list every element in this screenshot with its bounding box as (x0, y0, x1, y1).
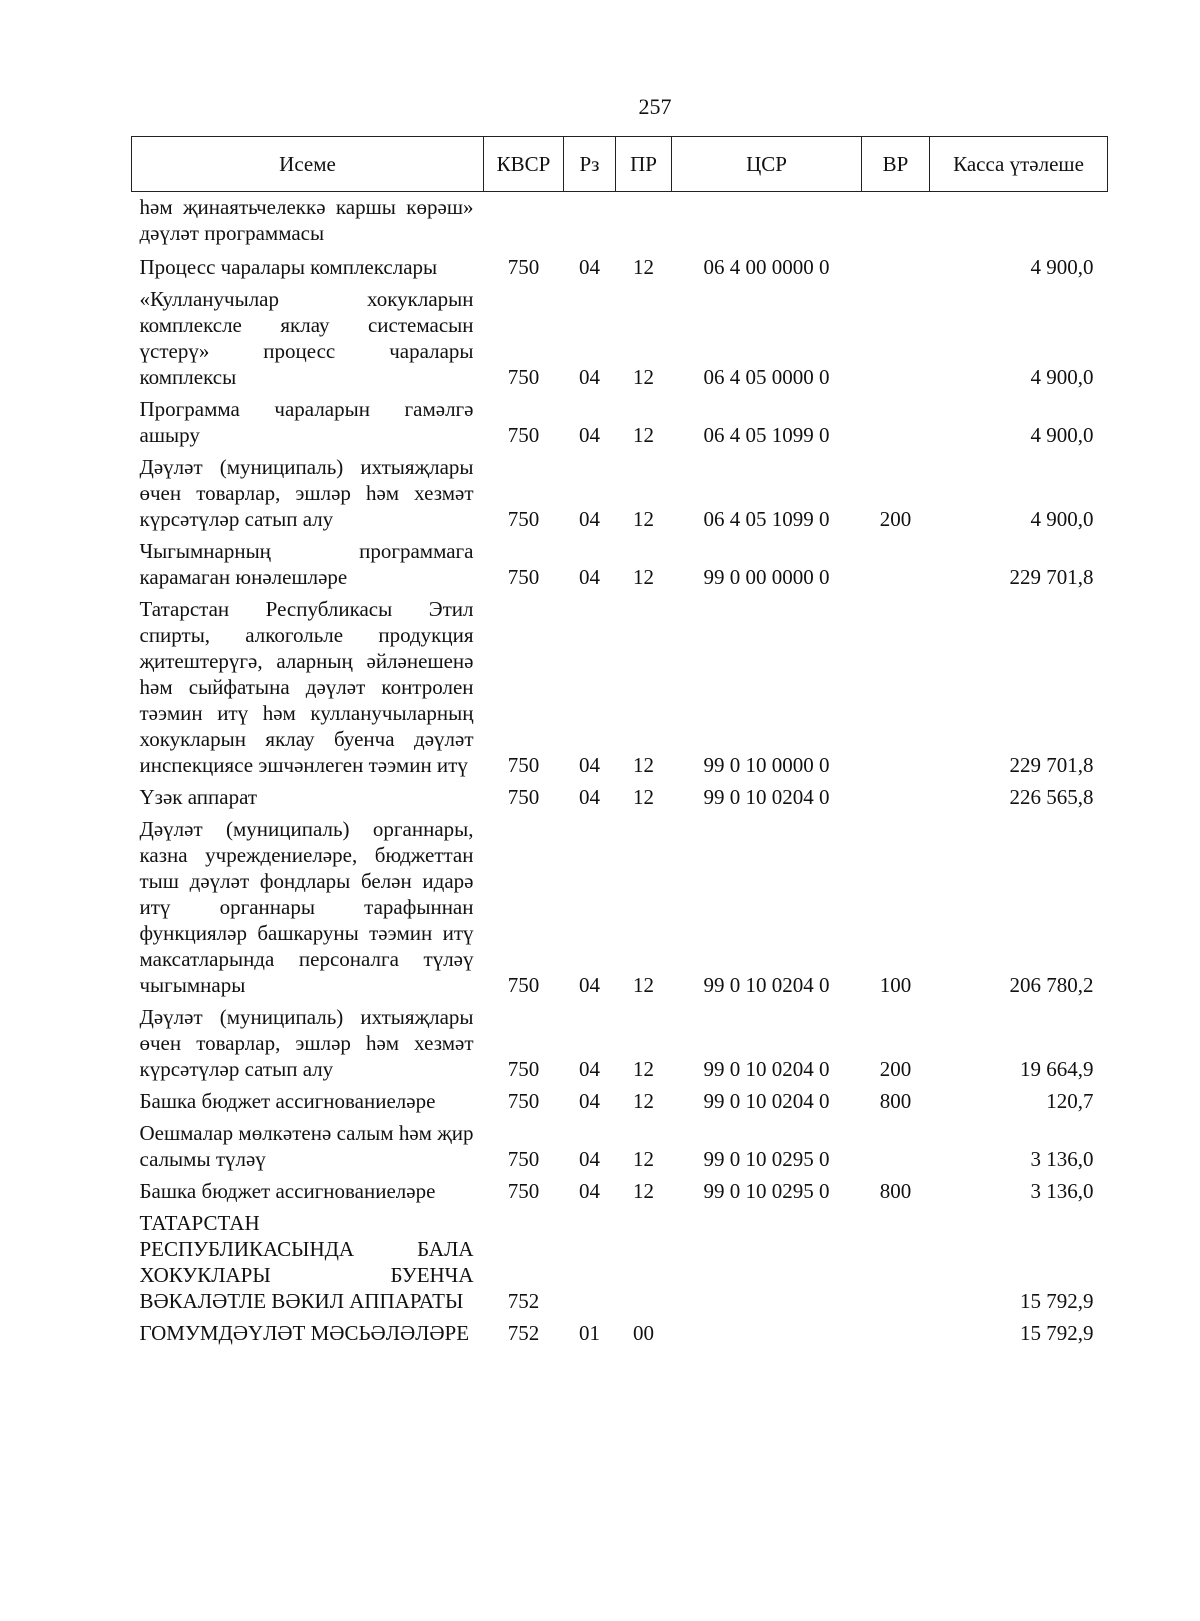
row-vr (862, 283, 930, 393)
header-kvsr: КВСР (484, 137, 564, 192)
row-name: Дәүләт (муниципаль) ихтыяҗлары өчен товарлар, эшләр һәм хезмәт күрсәтүләр сатып алу (139, 1005, 474, 1081)
row-name: «Кулланучылар хокукларын комплексле яклау системасын үстерү» процесс чаралары комплексы (139, 287, 474, 389)
table-row (132, 1001, 1108, 1085)
table-row (132, 1317, 1108, 1349)
row-sum: 19 664,9 (1020, 1057, 1094, 1081)
row-pr: 12 (633, 565, 654, 589)
header-csr: ЦСР (672, 137, 862, 192)
row-csr (672, 192, 862, 252)
row-kvsr (484, 192, 564, 252)
row-csr: 99 0 10 0204 0 (703, 1057, 830, 1081)
row-name: Башка бюджет ассигнованиеләре (139, 1179, 436, 1203)
row-vr (862, 1207, 930, 1317)
row-name: Башка бюджет ассигнованиеләре (139, 1089, 436, 1113)
row-sum: 4 900,0 (1030, 255, 1094, 279)
table-row (132, 393, 1108, 451)
row-csr: 99 0 10 0000 0 (703, 753, 830, 777)
row-vr: 100 (879, 973, 912, 997)
row-name: Дәүләт (муниципаль) ихтыяҗлары өчен товарлар, эшләр һәм хезмәт күрсәтүләр сатып алу (139, 455, 474, 531)
row-pr (616, 1207, 672, 1317)
row-sum (930, 192, 1108, 252)
table-row (132, 1085, 1108, 1117)
row-pr: 12 (633, 973, 654, 997)
table-row (132, 1175, 1108, 1207)
row-csr (672, 1317, 862, 1349)
row-vr (862, 192, 930, 252)
row-kvsr: 750 (507, 753, 540, 777)
row-pr: 12 (633, 1057, 654, 1081)
row-vr: 800 (879, 1179, 912, 1203)
row-sum: 4 900,0 (1030, 507, 1094, 531)
row-csr (672, 1207, 862, 1317)
row-pr: 12 (633, 507, 654, 531)
row-vr: 200 (879, 1057, 912, 1081)
row-csr: 99 0 10 0295 0 (703, 1179, 830, 1203)
row-name: Программа чараларын гамәлгә ашыру (139, 397, 474, 447)
row-kvsr: 750 (507, 973, 540, 997)
row-rz: 04 (579, 365, 600, 389)
row-sum: 3 136,0 (1030, 1179, 1094, 1203)
table-row (132, 192, 1108, 252)
budget-table (131, 136, 1108, 1349)
row-vr (862, 593, 930, 781)
row-name: Чыгымнарның программага карамаган юнәлешләре (139, 539, 474, 589)
table-body (132, 192, 1108, 1350)
header-rz: Рз (564, 137, 616, 192)
table-row (132, 283, 1108, 393)
row-rz: 04 (579, 565, 600, 589)
row-kvsr: 750 (507, 1057, 540, 1081)
row-name: ТАТАРСТАН РЕСПУБЛИКАСЫНДА БАЛА ХОКУКЛАРЫ БУЕНЧА ВӘКАЛӘТЛЕ ВӘКИЛ АППАРАТЫ (139, 1211, 474, 1313)
header-vr: ВР (862, 137, 930, 192)
row-name: һәм җинаятьчелеккә каршы көрәш» дәүләт программасы (139, 195, 474, 245)
row-rz: 04 (579, 753, 600, 777)
row-csr: 06 4 05 0000 0 (703, 365, 830, 389)
row-csr: 06 4 00 0000 0 (703, 255, 830, 279)
row-sum: 229 701,8 (1009, 753, 1094, 777)
row-name: ГОМУМДӘҮЛӘТ МӘСЬӘЛӘЛӘРЕ (139, 1321, 470, 1345)
row-rz: 04 (579, 507, 600, 531)
table-row (132, 451, 1108, 535)
row-kvsr: 752 (507, 1321, 540, 1345)
row-kvsr: 750 (507, 507, 540, 531)
row-sum: 4 900,0 (1030, 423, 1094, 447)
row-csr: 99 0 00 0000 0 (703, 565, 830, 589)
row-name: Дәүләт (муниципаль) органнары, казна учреждениеләре, бюджеттан тыш дәүләт фондлары белән идарә итү органнары тарафыннан функцияләр башкаруны тәэмин итү максатларында персоналга түләү чыгымнары (139, 817, 474, 997)
table-row (132, 251, 1108, 283)
row-vr (862, 1117, 930, 1175)
row-kvsr: 750 (507, 1089, 540, 1113)
row-vr: 800 (879, 1089, 912, 1113)
row-kvsr: 750 (507, 423, 540, 447)
row-vr: 200 (879, 507, 912, 531)
row-rz (564, 1207, 616, 1317)
row-kvsr: 750 (507, 1147, 540, 1171)
row-pr: 00 (633, 1321, 654, 1345)
row-csr: 99 0 10 0204 0 (703, 785, 830, 809)
row-pr: 12 (633, 1179, 654, 1203)
row-vr (862, 1317, 930, 1349)
table-row (132, 1207, 1108, 1317)
row-kvsr: 750 (507, 785, 540, 809)
row-rz: 04 (579, 1057, 600, 1081)
row-csr: 99 0 10 0295 0 (703, 1147, 830, 1171)
row-sum: 229 701,8 (1009, 565, 1094, 589)
row-csr: 06 4 05 1099 0 (703, 507, 830, 531)
header-pr: ПР (616, 137, 672, 192)
row-kvsr: 750 (507, 1179, 540, 1203)
row-pr: 12 (633, 423, 654, 447)
row-csr: 06 4 05 1099 0 (703, 423, 830, 447)
row-kvsr: 750 (507, 255, 540, 279)
table-row (132, 593, 1108, 781)
row-rz: 04 (579, 973, 600, 997)
row-vr (862, 535, 930, 593)
row-pr: 12 (633, 365, 654, 389)
row-rz: 04 (579, 785, 600, 809)
row-rz: 04 (579, 1147, 600, 1171)
row-name: Үзәк аппарат (139, 785, 258, 809)
row-sum: 226 565,8 (1009, 785, 1094, 809)
row-pr (616, 192, 672, 252)
table-row (132, 1117, 1108, 1175)
page-number: 257 (638, 94, 672, 119)
row-pr: 12 (633, 255, 654, 279)
header-sum: Касса үтәлеше (930, 137, 1108, 192)
header-name: Исеме (132, 137, 484, 192)
row-sum: 120,7 (1046, 1089, 1094, 1113)
row-vr (862, 393, 930, 451)
row-rz: 04 (579, 1089, 600, 1113)
row-name: Оешмалар мөлкәтенә салым һәм җир салымы түләү (139, 1121, 474, 1171)
table-header (132, 137, 1108, 192)
row-sum: 206 780,2 (1009, 973, 1094, 997)
row-kvsr: 750 (507, 565, 540, 589)
row-vr (862, 781, 930, 813)
row-sum: 4 900,0 (1030, 365, 1094, 389)
row-rz: 04 (579, 1179, 600, 1203)
row-pr: 12 (633, 753, 654, 777)
row-kvsr: 752 (507, 1289, 540, 1313)
row-pr: 12 (633, 1089, 654, 1113)
row-sum: 15 792,9 (1020, 1321, 1094, 1345)
table-row (132, 535, 1108, 593)
table-row (132, 781, 1108, 813)
row-vr (862, 251, 930, 283)
table-row (132, 813, 1108, 1001)
row-sum: 3 136,0 (1030, 1147, 1094, 1171)
row-rz: 04 (579, 423, 600, 447)
row-pr: 12 (633, 785, 654, 809)
row-name: Татарстан Республикасы Этил спирты, алкогольле продукция җитештерүгә, аларның әйләнешенә һәм сыйфатына дәүләт контролен тәэмин итү һәм кулланучыларның хокукларын яклау буенча дәүләт инспекциясе эшчәнлеген тәэмин итү (139, 597, 474, 777)
row-kvsr: 750 (507, 365, 540, 389)
row-csr: 99 0 10 0204 0 (703, 973, 830, 997)
row-pr: 12 (633, 1147, 654, 1171)
row-csr: 99 0 10 0204 0 (703, 1089, 830, 1113)
row-name: Процесс чаралары комплекслары (139, 255, 438, 279)
row-sum: 15 792,9 (1020, 1289, 1094, 1313)
row-rz: 01 (579, 1321, 600, 1345)
row-rz: 04 (579, 255, 600, 279)
row-rz (564, 192, 616, 252)
